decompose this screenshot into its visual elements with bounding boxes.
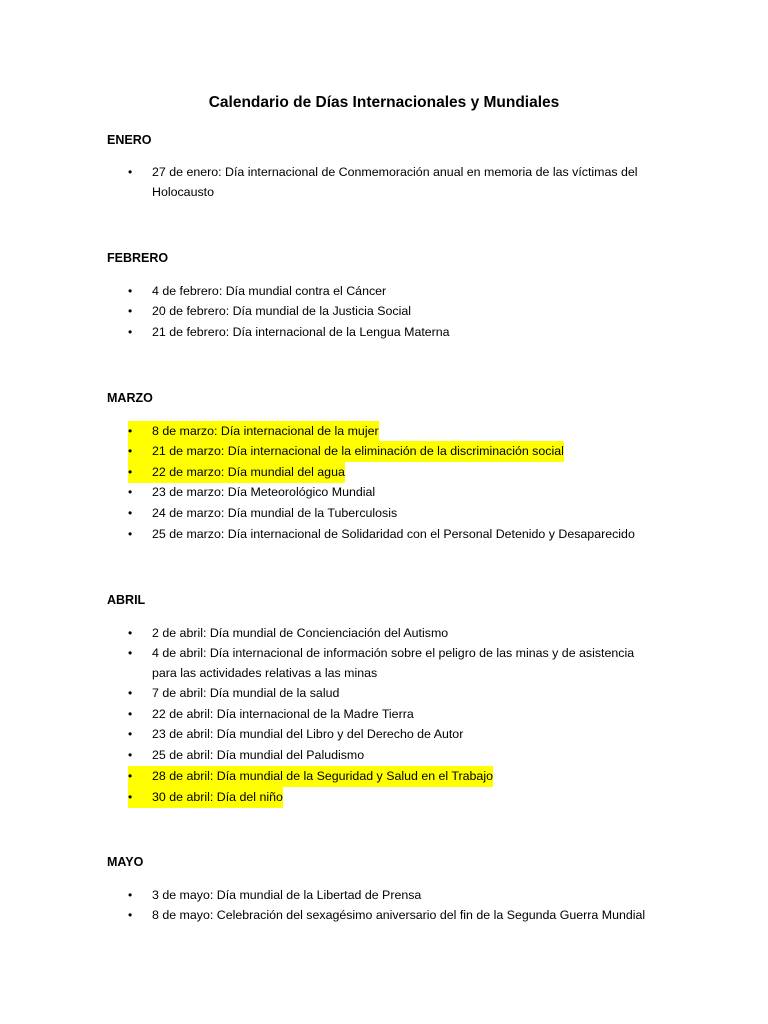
list-item-text: 25 de abril: Día mundial del Paludismo (152, 748, 365, 762)
list-item-text: 2 de abril: Día mundial de Concienciación del Autismo (152, 626, 449, 640)
list-item-text: 4 de abril: Día internacional de información sobre el peligro de las minas y de asistencia (152, 646, 635, 660)
bullet-icon: • (128, 165, 133, 179)
bullet-icon: • (128, 421, 152, 442)
bullet-icon: • (128, 626, 133, 640)
bullet-icon: • (128, 888, 133, 902)
list-item-text: 8 de mayo: Celebración del sexagésimo aniversario del fin de la Segunda Guerra Mundial (152, 908, 646, 922)
month-heading-enero: ENERO (107, 133, 152, 147)
document-title: Calendario de Días Internacionales y Mundiales (208, 94, 560, 111)
bullet-icon: • (128, 506, 133, 520)
bullet-icon: • (128, 727, 133, 741)
bullet-icon: • (128, 686, 133, 700)
bullet-icon: • (128, 646, 133, 660)
bullet-icon: • (128, 748, 133, 762)
bullet-icon: • (128, 527, 133, 541)
month-heading-mayo: MAYO (107, 855, 144, 869)
bullet-icon: • (128, 707, 133, 721)
bullet-icon: • (128, 462, 152, 483)
list-item-text: 22 de abril: Día internacional de la Madre Tierra (152, 707, 414, 721)
bullet-icon: • (128, 485, 133, 499)
list-item-text: Holocausto (152, 185, 214, 199)
bullet-icon: • (128, 908, 133, 922)
bullet-icon: • (128, 284, 133, 298)
bullet-icon: • (128, 766, 152, 787)
list-item-text: 21 de febrero: Día internacional de la Lengua Materna (152, 325, 450, 339)
list-item-text: 30 de abril: Día del niño (152, 787, 283, 808)
bullet-icon: • (128, 304, 133, 318)
list-item-text: 3 de mayo: Día mundial de la Libertad de Prensa (152, 888, 422, 902)
bullet-icon: • (128, 787, 152, 808)
list-item-text: 20 de febrero: Día mundial de la Justicia Social (152, 304, 411, 318)
bullet-icon: • (128, 325, 133, 339)
month-heading-marzo: MARZO (107, 391, 153, 405)
list-item-text: para las actividades relativas a las minas (152, 666, 378, 680)
list-item-text: 22 de marzo: Día mundial del agua (152, 462, 345, 483)
bullet-icon: • (128, 441, 152, 462)
list-item-text: 7 de abril: Día mundial de la salud (152, 686, 340, 700)
list-item-text: 24 de marzo: Día mundial de la Tuberculosis (152, 506, 398, 520)
list-item-text: 21 de marzo: Día internacional de la eliminación de la discriminación social (152, 441, 564, 462)
list-item-text: 23 de abril: Día mundial del Libro y del Derecho de Autor (152, 727, 464, 741)
month-heading-abril: ABRIL (107, 593, 146, 607)
month-heading-febrero: FEBRERO (107, 251, 169, 265)
list-item-text: 4 de febrero: Día mundial contra el Cáncer (152, 284, 387, 298)
list-item-text: 23 de marzo: Día Meteorológico Mundial (152, 485, 376, 499)
list-item-text: 25 de marzo: Día internacional de Solidaridad con el Personal Detenido y Desaparecido (152, 527, 635, 541)
list-item-text: 8 de marzo: Día internacional de la mujer (152, 421, 379, 442)
list-item-text: 28 de abril: Día mundial de la Seguridad y Salud en el Trabajo (152, 766, 493, 787)
list-item-text: 27 de enero: Día internacional de Conmemoración anual en memoria de las víctimas del (152, 165, 638, 179)
